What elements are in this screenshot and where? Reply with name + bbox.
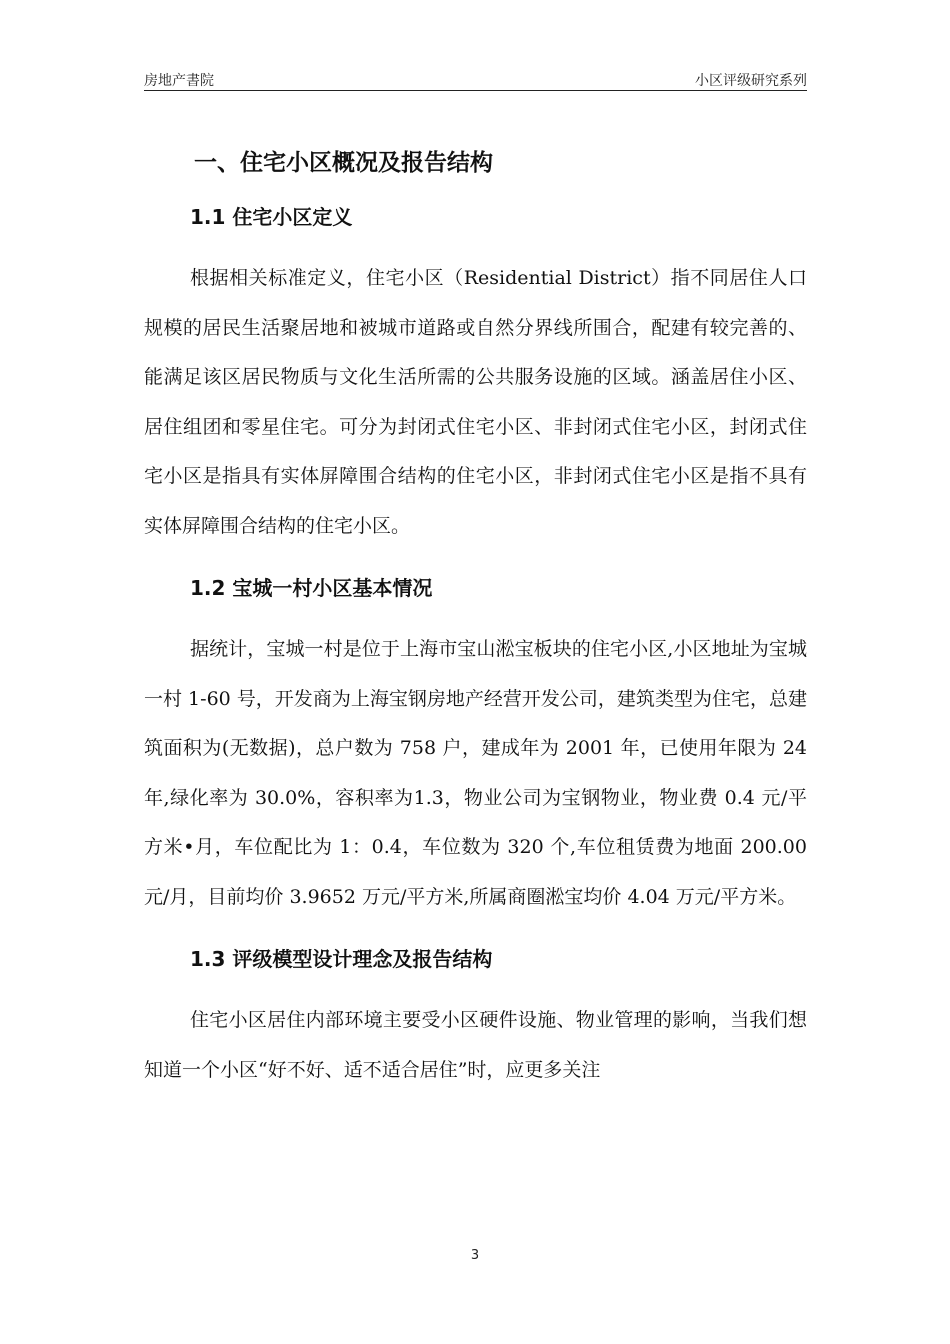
section-heading-1-3: 1.3 评级模型设计理念及报告结构 [190,947,493,971]
section-paragraph-1-3: 住宅小区居住内部环境主要受小区硬件设施、物业管理的影响，当我们想知道一个小区“好不好、适不适合居住”时，应更多关注 [144,1009,807,1081]
section-heading-1-2: 1.2 宝城一村小区基本情况 [190,576,433,600]
chapter-title: 一、住宅小区概况及报告结构 [194,150,493,176]
page-number: 3 [470,1248,480,1263]
header-series-title: 小区评级研究系列 [695,73,807,89]
document-body [144,140,807,1113]
section-paragraph-1-1: 根据相关标准定义，住宅小区（Residential District）指不同居住人口规模的居民生活聚居地和被城市道路或自然分界线所围合，配建有较完善的、能满足该区居民物质与文化生活所需的公共服务设施的区域。涵盖居住小区、居住组团和零星住宅。可分为封闭式住宅小区、非封闭式住宅小区，封闭式住宅小区是指具有实体屏障围合结构的住宅小区，非封闭式住宅小区是指不具有实体屏障围合结构的住宅小区。 [144,267,807,537]
header-publisher: 房地产書院 [144,73,214,89]
section-paragraph-1-2: 据统计，宝城一村是位于上海市宝山淞宝板块的住宅小区,小区地址为宝城一村 1-60 号，开发商为上海宝钢房地产经营开发公司，建筑类型为住宅，总建筑面积为(无数据)，总户数为 758 户，建成年为 2001 年，已使用年限为 24 年,绿化率为 30.0%，容积率为1.3，物业公司为宝钢物业，物业费 0.4 元/平方米•月，车位配比为 1：0.4，车位数为 320 个,车位租赁费为地面 200.00 元/月，目前均价 3.9652 万元/平方米,所属商圈淞宝均价 4.04 万元/平方米。 [144,638,807,908]
section-heading-1-1: 1.1 住宅小区定义 [190,205,353,229]
page-header [144,68,807,91]
